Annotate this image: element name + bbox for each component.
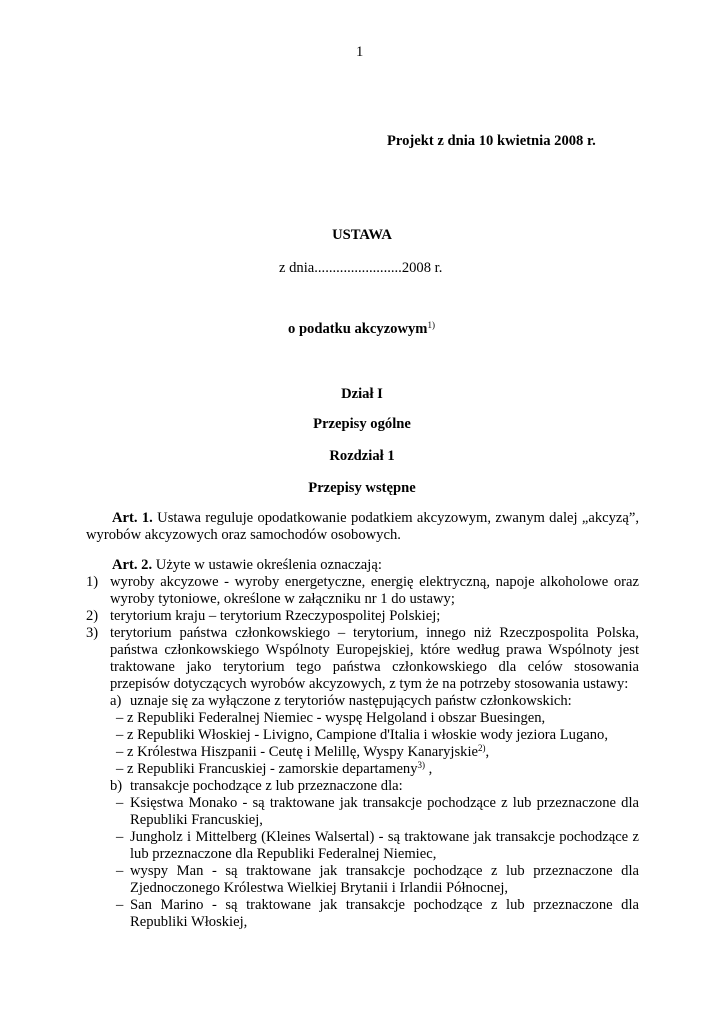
- dash-item-text: – z Republiki Włoskiej - Livigno, Campione d'Italia i włoskie wody jeziora Lugano,: [116, 727, 608, 743]
- dash-item: [86, 829, 639, 863]
- dash-item-text: – z Republiki Francuskiej - zamorskie departameny: [116, 761, 418, 777]
- dash-mark: –: [116, 795, 124, 811]
- sub-item-a: [86, 693, 639, 710]
- dash-item-text: San Marino - są traktowane jak transakcje pochodzące z lub przeznaczone dla Republiki Włoskiej,: [130, 897, 639, 930]
- list-item: [86, 625, 639, 693]
- project-date-line: Projekt z dnia 10 kwietnia 2008 r.: [387, 133, 596, 149]
- article-1-label: Art. 1.: [112, 510, 153, 526]
- item-number: 1): [86, 574, 99, 590]
- chapter-heading: Rozdział 1: [329, 448, 395, 464]
- act-date: z dnia........................2008 r.: [279, 260, 443, 276]
- sub-item-text: transakcje pochodzące z lub przeznaczone dla:: [130, 778, 403, 794]
- sub-item-label: b): [110, 778, 123, 794]
- dash-item: [86, 897, 639, 931]
- dash-mark: –: [116, 863, 124, 879]
- division-heading: Dział I: [341, 386, 383, 402]
- act-title-text: o podatku akcyzowym: [288, 321, 428, 337]
- article-2-label: Art. 2.: [112, 557, 153, 573]
- article-1-text: Ustawa reguluje opodatkowanie podatkiem akcyzowym, zwanym dalej „akcyzą”, wyrobów akcyzowych oraz samochodów osobowych.: [86, 510, 639, 543]
- dash-item: [86, 761, 639, 778]
- footnote-mark: 3): [417, 760, 426, 770]
- dash-item: [86, 727, 639, 744]
- sub-item-b: [86, 778, 639, 795]
- dash-item: [86, 795, 639, 829]
- item-text: terytorium kraju – terytorium Rzeczypospolitej Polskiej;: [110, 608, 441, 624]
- item-number: 3): [86, 625, 99, 641]
- chapter-title: Przepisy wstępne: [308, 480, 416, 496]
- dash-item-text: Jungholz i Mittelberg (Kleines Walsertal) - są traktowane jak transakcje pochodzące z lub przeznaczone dla Republiki Federalnej Niemiec,: [130, 829, 639, 862]
- dash-item-text: wyspy Man - są traktowane jak transakcje pochodzące z lub przeznaczone dla Zjednoczonego Królestwa Wielkiej Brytanii i Irlandii Północnej,: [130, 863, 639, 896]
- item-number: 2): [86, 608, 99, 624]
- list-item: [86, 608, 639, 625]
- article-2-intro: Użyte w ustawie określenia oznaczają:: [152, 557, 382, 573]
- dash-item-text: – z Królestwa Hiszpanii - Ceutę i Melillę, Wyspy Kanaryjskie: [116, 744, 478, 760]
- act-title-footnote: 1): [427, 320, 435, 330]
- dash-item: [86, 744, 639, 761]
- article-1: [86, 510, 639, 544]
- dash-mark: –: [116, 829, 124, 845]
- page-number: 1: [356, 44, 364, 60]
- list-item: [86, 574, 639, 608]
- dash-item-text: Księstwa Monako - są traktowane jak transakcje pochodzące z lub przeznaczone dla Republiki Francuskiej,: [130, 795, 639, 828]
- dash-item: [86, 710, 639, 727]
- division-title: Przepisy ogólne: [313, 416, 411, 432]
- sub-item-label: a): [110, 693, 122, 709]
- dash-item-end: ,: [485, 744, 490, 760]
- item-text: terytorium państwa członkowskiego – terytorium, innego niż Rzeczpospolita Polska, państwa członkowskiego Wspólnoty Europejskiej, które według prawa Wspólnoty jest traktowane jako terytorium tego państwa członkowskiego dla celów stosowania przepisów dotyczących wyrobów akcyzowych, z tym że na potrzeby stosowania ustawy:: [110, 625, 639, 692]
- dash-mark: –: [116, 897, 124, 913]
- dash-item: [86, 863, 639, 897]
- dash-item-text: – z Republiki Federalnej Niemiec - wyspę Helgoland i obszar Buesingen,: [116, 710, 546, 726]
- footnote-mark: 2): [478, 743, 486, 753]
- item-text: wyroby akcyzowe - wyroby energetyczne, energię elektryczną, napoje alkoholowe oraz wyroby tytoniowe, określone w załączniku nr 1 do ustawy;: [110, 574, 639, 607]
- dash-item-end: ,: [425, 761, 433, 777]
- act-title: [288, 321, 435, 338]
- sub-item-text: uznaje się za wyłączone z terytoriów następujących państw członkowskich:: [130, 693, 572, 709]
- act-type-heading: USTAWA: [332, 227, 392, 243]
- article-2: [86, 557, 639, 931]
